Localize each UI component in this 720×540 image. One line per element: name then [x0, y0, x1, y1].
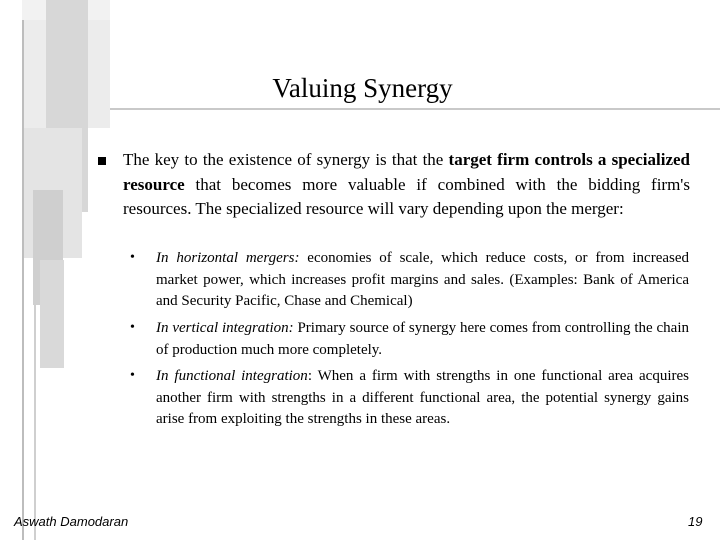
square-bullet-icon [98, 157, 106, 165]
main-bullet-text [123, 148, 690, 222]
sub-bullet-label: In functional integration [156, 368, 308, 384]
decor-block-6 [40, 260, 64, 368]
main-text-part-2: that becomes more valuable if combined with the bidding firm's resources. The specialized resource will vary depending upon the merger: [123, 174, 690, 218]
slide-title: Valuing Synergy [272, 73, 453, 103]
main-text-part-1: The key to the existence of synergy is that the [123, 150, 449, 169]
sub-bullet-dot-icon: • [130, 250, 135, 265]
title-rule [110, 108, 720, 110]
sub-bullet-text: : When a firm with strengths in one functional area acquires another firm with strengths in a different functional area, the potential synergy gains arise from exploiting the strengths in these areas. [156, 368, 689, 427]
decor-line-inner [34, 300, 36, 540]
sub-bullet-label: In horizontal mergers: [156, 250, 300, 266]
sub-bullet-dot-icon: • [130, 368, 135, 383]
sub-bullet-text: economies of scale, which reduce costs, or from increased market power, which increases profit margins and sales. (Examples: Bank of America and Security Pacific, Chase and Chemical) [156, 250, 689, 309]
decor-line-left [22, 20, 24, 540]
sub-bullet-text: Primary source of synergy here comes from controlling the chain of production much more completely. [156, 320, 690, 358]
sub-bullet-vertical [156, 318, 689, 361]
main-text-bold: target firm controls a specialized resource [123, 150, 690, 194]
sub-bullet-functional [156, 366, 689, 431]
sub-bullet-dot-icon: • [130, 320, 135, 335]
sub-bullet-horizontal [156, 248, 689, 313]
sub-bullet-label: In vertical integration: [156, 320, 294, 336]
page-number: 19 [688, 514, 703, 529]
footer-author: Aswath Damodaran [14, 514, 129, 529]
